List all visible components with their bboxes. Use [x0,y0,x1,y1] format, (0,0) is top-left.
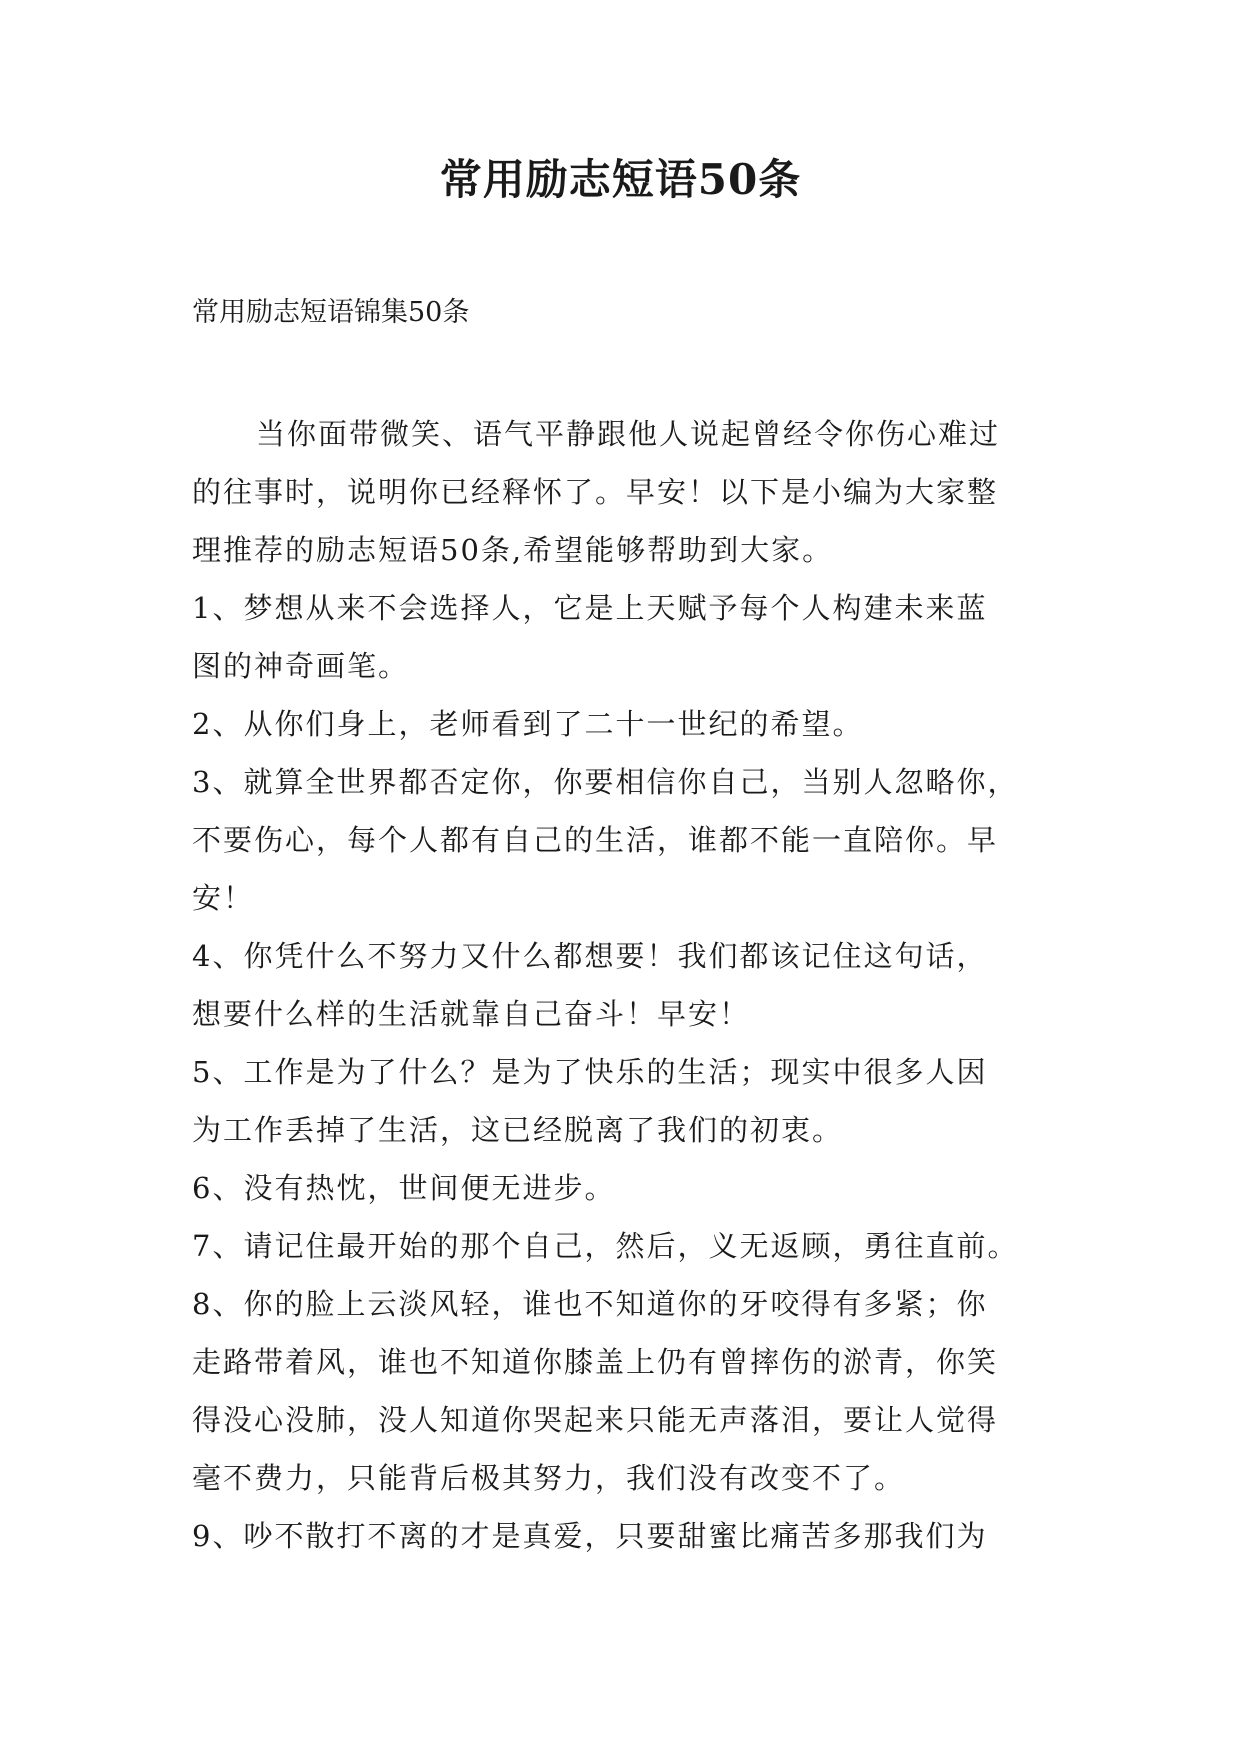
item-4-line: 想要什么样的生活就靠自己奋斗！早安！ [192,997,751,1031]
document-body [192,405,1072,1565]
item-8-line: 得没心没肺，没人知道你哭起来只能无声落泪，要让人觉得 [192,1403,999,1437]
item-1-line: 1、梦想从来不会选择人，它是上天赋予每个人构建未来蓝 [192,591,988,625]
item-8-line: 走路带着风，谁也不知道你膝盖上仍有曾摔伤的淤青，你笑 [192,1345,999,1379]
item-5-line: 为工作丢掉了生活，这已经脱离了我们的初衷。 [192,1113,844,1147]
intro-line: 理推荐的励志短语50条,希望能够帮助到大家。 [192,533,834,567]
item-7-line: 7、请记住最开始的那个自己，然后，义无返顾，勇往直前。 [192,1229,1019,1263]
item-3-line: 安！ [192,881,255,915]
item-5-line: 5、工作是为了什么？是为了快乐的生活；现实中很多人因 [192,1055,988,1089]
intro-line: 的往事时，说明你已经释怀了。早安！以下是小编为大家整 [192,475,999,509]
item-3-line: 不要伤心，每个人都有自己的生活，谁都不能一直陪你。早 [192,823,999,857]
item-4-line: 4、你凭什么不努力又什么都想要！我们都该记住这句话， [192,939,988,973]
document-subtitle: 常用励志短语锦集50条 [192,297,470,328]
intro-line: 当你面带微笑、语气平静跟他人说起曾经令你伤心难过 [256,417,1001,451]
item-8-line: 毫不费力，只能背后极其努力，我们没有改变不了。 [192,1461,906,1495]
item-6-line: 6、没有热忱，世间便无进步。 [192,1171,616,1205]
item-3-line: 3、就算全世界都否定你，你要相信你自己，当别人忽略你， [192,765,1019,799]
item-1-line: 图的神奇画笔。 [192,649,410,683]
item-2-line: 2、从你们身上，老师看到了二十一世纪的希望。 [192,707,864,741]
item-8-line: 8、你的脸上云淡风轻，谁也不知道你的牙咬得有多紧；你 [192,1287,988,1321]
item-9-line: 9、吵不散打不离的才是真爱，只要甜蜜比痛苦多那我们为 [192,1519,988,1553]
document-title: 常用励志短语50条 [439,155,802,204]
